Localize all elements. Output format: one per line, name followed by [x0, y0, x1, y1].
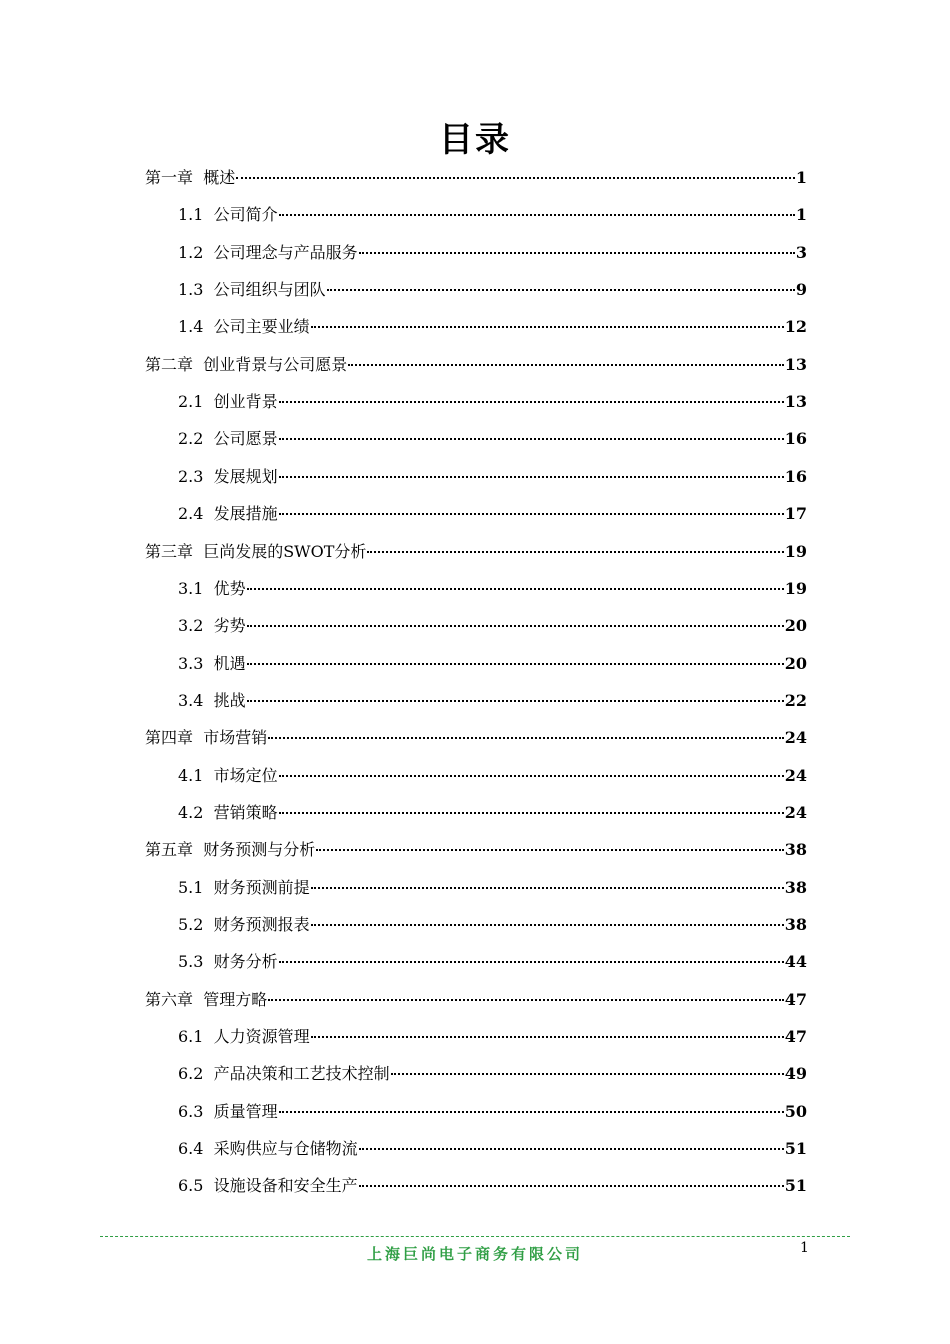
toc-entry-label: 机遇 — [213, 654, 246, 673]
toc-entry-label: 公司组织与团队 — [213, 280, 326, 299]
toc-entry-page: 9 — [795, 280, 807, 299]
toc-dot-leader — [247, 663, 784, 665]
toc-entry-spacer — [193, 990, 203, 1009]
toc-entry-label: 概述 — [203, 168, 236, 187]
toc-entry[interactable] — [145, 539, 807, 576]
toc-entry-number: 1.2 — [178, 243, 204, 262]
toc-entry-number: 6.3 — [178, 1102, 204, 1121]
toc-dot-leader — [268, 737, 784, 739]
toc-dot-leader — [279, 214, 795, 216]
toc-entry-label: 财务预测前提 — [213, 878, 310, 897]
toc-entry-page: 50 — [784, 1102, 807, 1121]
toc-entry[interactable] — [178, 1061, 807, 1098]
toc-dot-leader — [311, 887, 784, 889]
toc-entry-spacer — [203, 467, 213, 486]
toc-entry-label: 人力资源管理 — [213, 1027, 310, 1046]
toc-entry-number: 4.2 — [178, 803, 204, 822]
toc-dot-leader — [311, 1036, 784, 1038]
toc-entry-label: 财务预测与分析 — [203, 840, 316, 859]
toc-entry-spacer — [193, 355, 203, 374]
toc-dot-leader — [316, 849, 784, 851]
toc-entry-spacer — [203, 915, 213, 934]
toc-entry-label: 发展措施 — [213, 504, 278, 523]
toc-entry-number: 1.1 — [178, 205, 204, 224]
toc-entry-page: 24 — [784, 766, 807, 785]
toc-entry-page: 38 — [784, 878, 807, 897]
toc-entry[interactable] — [145, 352, 807, 389]
toc-entry-number: 6.1 — [178, 1027, 204, 1046]
toc-entry[interactable] — [178, 576, 807, 613]
toc-dot-leader — [311, 326, 784, 328]
toc-entry-spacer — [203, 1064, 213, 1083]
toc-entry-spacer — [203, 766, 213, 785]
toc-entry-label: 公司理念与产品服务 — [213, 243, 358, 262]
toc-entry[interactable] — [178, 501, 807, 538]
toc-entry-spacer — [203, 504, 213, 523]
toc-entry-label: 产品决策和工艺技术控制 — [213, 1064, 390, 1083]
toc-entry[interactable] — [178, 1173, 807, 1210]
toc-entry-page: 47 — [784, 990, 807, 1009]
toc-dot-leader — [359, 252, 795, 254]
toc-entry-label: 巨尚发展的SWOT分析 — [203, 542, 367, 561]
toc-dot-leader — [279, 401, 784, 403]
toc-entry-spacer — [203, 579, 213, 598]
toc-entry-number: 第五章 — [145, 840, 194, 859]
toc-entry-page: 1 — [795, 205, 807, 224]
toc-entry[interactable] — [178, 426, 807, 463]
toc-entry-spacer — [203, 429, 213, 448]
toc-entry-page: 38 — [784, 915, 807, 934]
toc-entry[interactable] — [178, 464, 807, 501]
toc-entry-spacer — [203, 243, 213, 262]
toc-entry-spacer — [203, 691, 213, 710]
toc-entry[interactable] — [178, 688, 807, 725]
toc-entry-page: 12 — [784, 317, 807, 336]
toc-entry-label: 市场定位 — [213, 766, 278, 785]
toc-entry-label: 创业背景与公司愿景 — [203, 355, 348, 374]
toc-entry-label: 公司简介 — [213, 205, 278, 224]
toc-entry[interactable] — [145, 725, 807, 762]
toc-entry[interactable] — [178, 1136, 807, 1173]
toc-entry-spacer — [203, 317, 213, 336]
toc-entry-page: 20 — [784, 616, 807, 635]
toc-entry-label: 公司愿景 — [213, 429, 278, 448]
toc-entry[interactable] — [145, 987, 807, 1024]
toc-dot-leader — [236, 177, 795, 179]
toc-entry-label: 创业背景 — [213, 392, 278, 411]
footer-company-name: 上海巨尚电子商务有限公司 — [366, 1245, 583, 1263]
toc-dot-leader — [279, 438, 784, 440]
toc-entry-label: 发展规划 — [213, 467, 278, 486]
toc-entry-spacer — [203, 952, 213, 971]
toc-entry-page: 51 — [784, 1139, 807, 1158]
toc-dot-leader — [348, 364, 784, 366]
toc-entry-spacer — [193, 728, 203, 747]
toc-entry-spacer — [203, 1139, 213, 1158]
toc-entry-spacer — [193, 542, 203, 561]
toc-dot-leader — [247, 625, 784, 627]
toc-entry[interactable] — [178, 875, 807, 912]
toc-entry-label: 优势 — [213, 579, 246, 598]
toc-entry[interactable] — [178, 1024, 807, 1061]
toc-entry-number: 5.2 — [178, 915, 204, 934]
toc-entry-spacer — [203, 1176, 213, 1195]
toc-entry-page: 19 — [784, 579, 807, 598]
toc-entry-page: 24 — [784, 803, 807, 822]
footer-divider — [100, 1236, 850, 1237]
toc-entry-number: 3.3 — [178, 654, 204, 673]
toc-entry-label: 质量管理 — [213, 1102, 278, 1121]
footer-page-number: 1 — [800, 1240, 809, 1256]
toc-dot-leader — [279, 476, 784, 478]
toc-entry-number: 第四章 — [145, 728, 194, 747]
toc-entry[interactable] — [178, 314, 807, 351]
toc-entry-page: 44 — [784, 952, 807, 971]
toc-dot-leader — [391, 1073, 784, 1075]
toc-entry[interactable] — [178, 800, 807, 837]
toc-entry-page: 47 — [784, 1027, 807, 1046]
toc-entry-label: 劣势 — [213, 616, 246, 635]
toc-entry[interactable] — [145, 837, 807, 874]
toc-entry-page: 17 — [784, 504, 807, 523]
toc-dot-leader — [279, 812, 784, 814]
toc-entry-label: 公司主要业绩 — [213, 317, 310, 336]
toc-entry-spacer — [203, 878, 213, 897]
toc-dot-leader — [311, 924, 784, 926]
toc-dot-leader — [279, 513, 784, 515]
toc-entry-page: 38 — [784, 840, 807, 859]
toc-entry-page: 24 — [784, 728, 807, 747]
toc-entry-number: 第一章 — [145, 168, 194, 187]
toc-entry-number: 2.3 — [178, 467, 204, 486]
toc-entry-spacer — [203, 616, 213, 635]
toc-dot-leader — [268, 999, 784, 1001]
toc-entry-page: 19 — [784, 542, 807, 561]
toc-entry[interactable] — [178, 912, 807, 949]
toc-entry-spacer — [203, 1027, 213, 1046]
toc-entry-spacer — [203, 280, 213, 299]
toc-dot-leader — [279, 775, 784, 777]
toc-entry-label: 管理方略 — [203, 990, 268, 1009]
toc-entry[interactable] — [178, 202, 807, 239]
toc-entry[interactable] — [178, 613, 807, 650]
toc-entry-page: 16 — [784, 429, 807, 448]
toc-entry-page: 49 — [784, 1064, 807, 1083]
toc-entry[interactable] — [178, 763, 807, 800]
toc-entry-number: 5.1 — [178, 878, 204, 897]
toc-entry-page: 1 — [795, 168, 807, 187]
toc-entry-label: 挑战 — [213, 691, 246, 710]
toc-entry-spacer — [203, 205, 213, 224]
toc-entry[interactable] — [145, 165, 807, 202]
toc-entry-number: 2.2 — [178, 429, 204, 448]
toc-entry-number: 1.3 — [178, 280, 204, 299]
toc-dot-leader — [359, 1148, 784, 1150]
toc-entry-number: 3.4 — [178, 691, 204, 710]
toc-entry-number: 第六章 — [145, 990, 194, 1009]
toc-entry-label: 市场营销 — [203, 728, 268, 747]
toc-entry-number: 6.5 — [178, 1176, 204, 1195]
toc-entry-spacer — [203, 803, 213, 822]
toc-entry-number: 2.1 — [178, 392, 204, 411]
toc-entry-page: 16 — [784, 467, 807, 486]
toc-entry-page: 22 — [784, 691, 807, 710]
toc-entry-label: 财务预测报表 — [213, 915, 310, 934]
toc-entry-number: 1.4 — [178, 317, 204, 336]
toc-entry[interactable] — [178, 949, 807, 986]
toc-entry[interactable] — [178, 651, 807, 688]
toc-entry[interactable] — [178, 1099, 807, 1136]
toc-entry-number: 4.1 — [178, 766, 204, 785]
toc-entry-number: 6.4 — [178, 1139, 204, 1158]
toc-entry-label: 采购供应与仓储物流 — [213, 1139, 358, 1158]
toc-dot-leader — [279, 961, 784, 963]
toc-entry-spacer — [203, 392, 213, 411]
toc-entry-number: 3.2 — [178, 616, 204, 635]
toc-dot-leader — [247, 588, 784, 590]
toc-entry-page: 20 — [784, 654, 807, 673]
toc-entry-spacer — [193, 168, 203, 187]
toc-entry-spacer — [203, 1102, 213, 1121]
toc-dot-leader — [367, 551, 783, 553]
toc-entry-number: 3.1 — [178, 579, 204, 598]
toc-entry[interactable] — [178, 240, 807, 277]
toc-entry-number: 6.2 — [178, 1064, 204, 1083]
toc-entry[interactable] — [178, 277, 807, 314]
toc-entry-page: 13 — [784, 355, 807, 374]
toc-dot-leader — [359, 1185, 784, 1187]
toc-entry-label: 财务分析 — [213, 952, 278, 971]
toc-entry-number: 2.4 — [178, 504, 204, 523]
toc-entry-page: 13 — [784, 392, 807, 411]
toc-dot-leader — [247, 700, 784, 702]
toc-dot-leader — [279, 1111, 784, 1113]
toc-title: 目录 — [439, 120, 511, 160]
toc-entry-number: 5.3 — [178, 952, 204, 971]
toc-entry-spacer — [203, 654, 213, 673]
toc-entry-page: 51 — [784, 1176, 807, 1195]
toc-entry[interactable] — [178, 389, 807, 426]
toc-entry-number: 第二章 — [145, 355, 194, 374]
toc-entry-label: 设施设备和安全生产 — [213, 1176, 358, 1195]
toc-entry-number: 第三章 — [145, 542, 194, 561]
toc-dot-leader — [327, 289, 795, 291]
toc-entry-page: 3 — [795, 243, 807, 262]
toc-entry-label: 营销策略 — [213, 803, 278, 822]
toc-entry-spacer — [193, 840, 203, 859]
